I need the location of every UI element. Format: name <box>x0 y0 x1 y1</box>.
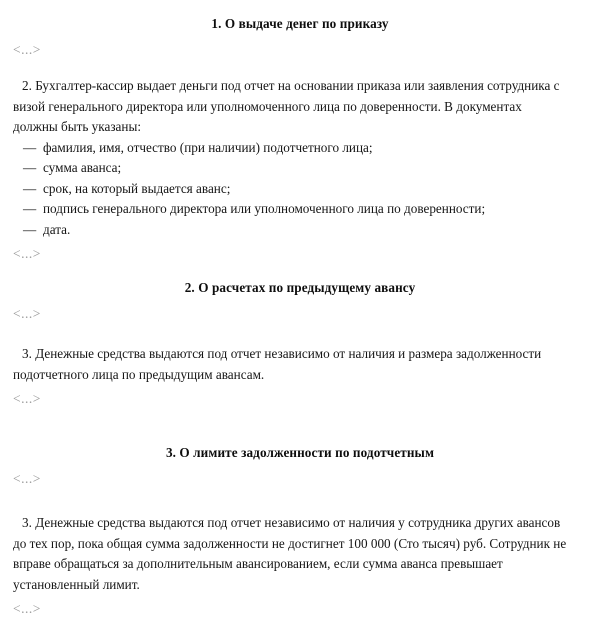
spacer <box>13 0 587 14</box>
em-dash-icon: — <box>23 180 37 196</box>
spacer <box>13 264 587 278</box>
list-item-label: фамилия, имя, отчество (при наличии) подотчетного лица; <box>43 139 373 155</box>
list-item <box>13 179 587 200</box>
ellipsis-marker-2: <...> <box>13 246 41 261</box>
list-item <box>13 138 587 159</box>
section-heading-2: 2. О расчетах по предыдущему авансу <box>184 280 416 295</box>
list-item-label: сумма аванса; <box>43 160 122 175</box>
em-dash-icon: — <box>23 139 37 155</box>
list-item <box>13 199 587 220</box>
section-paragraph-3: 3. Денежные средства выдаются под отчет независимо от наличия у сотрудника других авансов до тех пор, пока общая сумма задолженности не достигнет 100 000 (Сто тысяч) руб. Сотрудник не вправе обращаться за дополнительным авансированием, если сумма аванса превышает установленный лимит. <box>13 515 567 592</box>
section-paragraph-1: 2. Бухгалтер-кассир выдает деньги под отчет на основании приказа или заявления сотрудника с визой генерального директора или уполномоченного лица по доверенности. В документах должны быть указаны: <box>13 78 560 134</box>
list-item <box>13 220 587 241</box>
spacer <box>13 324 587 344</box>
section-paragraph-2: 3. Денежные средства выдаются под отчет независимо от наличия и размера задолженности подотчетного лица по предыдущим авансам. <box>13 346 542 382</box>
list-item-label: срок, на который выдается аванс; <box>43 180 231 196</box>
ellipsis-marker-1: <...> <box>13 42 41 57</box>
em-dash-icon: — <box>23 160 37 175</box>
ellipsis-marker-5: <...> <box>13 471 41 486</box>
ellipsis-marker-6: <...> <box>13 601 41 616</box>
em-dash-icon: — <box>23 201 37 216</box>
list-item <box>13 158 587 179</box>
spacer <box>13 489 587 513</box>
list-item-label: дата. <box>43 221 71 237</box>
section-heading-3: 3. О лимите задолженности по подотчетным <box>165 445 435 460</box>
requirements-list <box>13 138 587 241</box>
ellipsis-marker-4: <...> <box>13 391 41 406</box>
spacer <box>13 60 587 76</box>
section-heading-1: 1. О выдаче денег по приказу <box>211 16 389 31</box>
list-item-label: подпись генерального директора или уполномоченного лица по доверенности; <box>43 201 486 216</box>
ellipsis-marker-3: <...> <box>13 306 41 321</box>
spacer <box>13 409 587 443</box>
em-dash-icon: — <box>23 221 37 237</box>
